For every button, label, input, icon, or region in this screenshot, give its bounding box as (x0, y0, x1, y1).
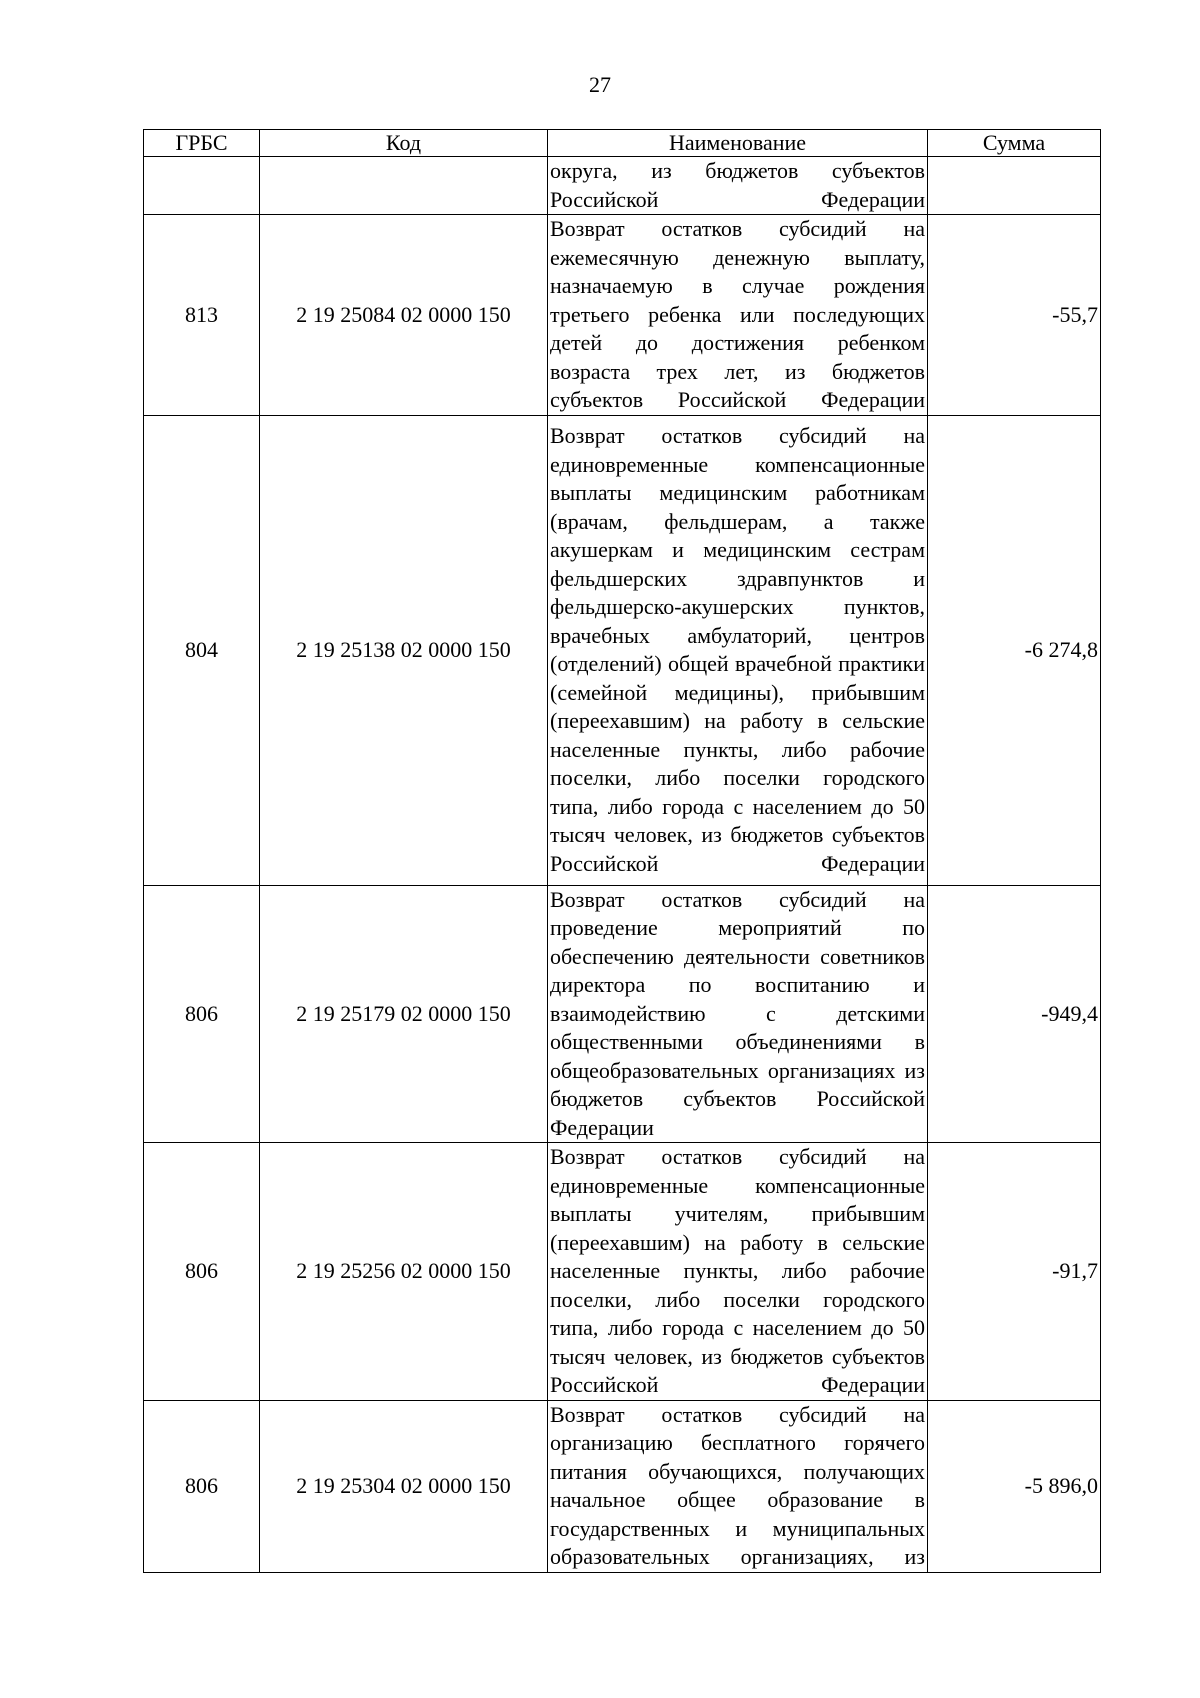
header-grbs: ГРБС (144, 130, 260, 157)
grbs-cell: 804 (144, 415, 260, 885)
table-row (144, 885, 1101, 1143)
amount-cell: -91,7 (928, 1143, 1101, 1401)
code-cell: 2 19 25138 02 0000 150 (260, 415, 548, 885)
name-cell: Возврат остатков субсидий на ежемесячную денежную выплату, назначаемую в случае рождения третьего ребенка или последующих детей до достижения ребенком возраста трех лет, из бюджетов субъектов Российской Федерации (548, 215, 928, 416)
code-cell: 2 19 25304 02 0000 150 (260, 1400, 548, 1572)
grbs-cell: 806 (144, 1400, 260, 1572)
page-number: 27 (589, 72, 611, 97)
amount-cell: -5 896,0 (928, 1400, 1101, 1572)
name-cell: округа, из бюджетов субъектов Российской Федерации (548, 157, 928, 215)
name-cell: Возврат остатков субсидий на организацию бесплатного горячего питания обучающихся, получающих начальное общее образование в государственных и муниципальных образовательных организациях, из (548, 1400, 928, 1572)
grbs-cell: 813 (144, 215, 260, 416)
amount-cell: -949,4 (928, 885, 1101, 1143)
code-cell: 2 19 25256 02 0000 150 (260, 1143, 548, 1401)
grbs-cell (144, 157, 260, 215)
budget-table (143, 129, 1101, 1573)
table-row (144, 157, 1101, 215)
name-cell: Возврат остатков субсидий на проведение мероприятий по обеспечению деятельности советников директора по воспитанию и взаимодействию с детскими общественными объединениями в общеобразовательных организациях из бюджетов субъектов Российской Федерации (548, 885, 928, 1143)
amount-cell: -6 274,8 (928, 415, 1101, 885)
amount-cell (928, 157, 1101, 215)
header-code: Код (260, 130, 548, 157)
header-amount: Сумма (928, 130, 1101, 157)
code-cell: 2 19 25084 02 0000 150 (260, 215, 548, 416)
code-cell (260, 157, 548, 215)
amount-cell: -55,7 (928, 215, 1101, 416)
code-cell: 2 19 25179 02 0000 150 (260, 885, 548, 1143)
grbs-cell: 806 (144, 1143, 260, 1401)
name-cell: Возврат остатков субсидий на единовременные компенсационные выплаты учителям, прибывшим (переехавшим) на работу в сельские населенные пункты, либо рабочие поселки, либо поселки городского типа, либо города с населением до 50 тысяч человек, из бюджетов субъектов Российской Федерации (548, 1143, 928, 1401)
table-row (144, 1400, 1101, 1572)
table-row (144, 415, 1101, 885)
table-row (144, 215, 1101, 416)
table-header-row (144, 130, 1101, 157)
header-name: Наименование (548, 130, 928, 157)
name-cell: Возврат остатков субсидий на единовременные компенсационные выплаты медицинским работникам (врачам, фельдшерам, а также акушеркам и медицинским сестрам фельдшерских здравпунктов и фельдшерско-акушерских пунктов, врачебных амбулаторий, центров (отделений) общей врачебной практики (семейной медицины), прибывшим (переехавшим) на работу в сельские населенные пункты, либо рабочие поселки, либо поселки городского типа, либо города с населением до 50 тысяч человек, из бюджетов субъектов Российской Федерации (548, 415, 928, 885)
table-row (144, 1143, 1101, 1401)
grbs-cell: 806 (144, 885, 260, 1143)
